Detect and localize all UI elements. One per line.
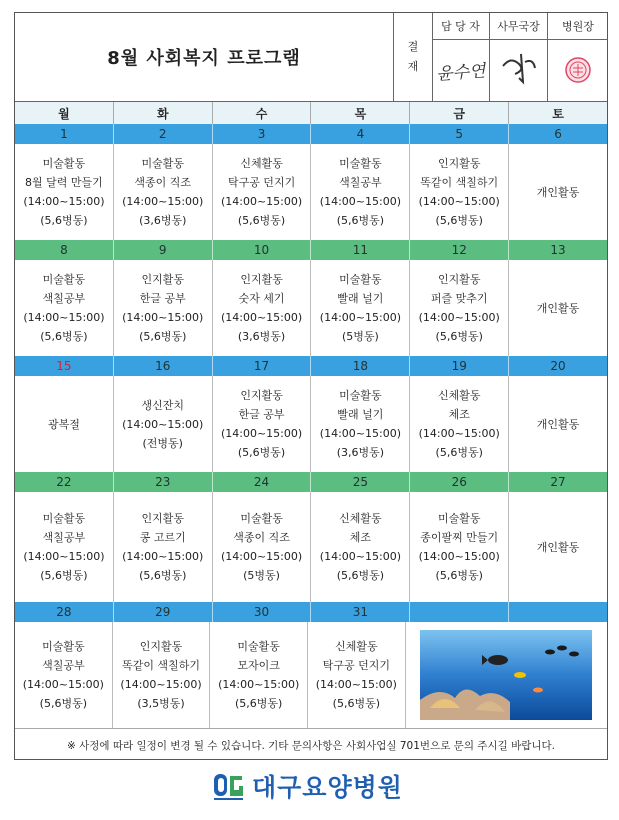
activity-line: 인지활동 [240,389,283,402]
day-cell [210,622,308,728]
activity-line: (3,6병동) [237,330,286,343]
day-cell [509,376,607,472]
activity-line: 퍼즐 맞추기 [430,292,488,305]
activity-line: 미술활동 [42,640,85,653]
date-number: 9 [114,240,213,260]
activity-line: 미술활동 [339,389,382,402]
activity-line: 인지활동 [437,273,481,286]
date-number: 10 [213,240,312,260]
activity-line: (14:00~15:00) [220,311,303,324]
aquarium-image [420,630,592,720]
day-cell [114,144,213,240]
activity-line: (14:00~15:00) [23,311,105,324]
activity-line: (전병동) [142,436,183,450]
date-number: 31 [311,602,410,622]
day-cell [311,144,410,240]
activity-line: (14:00~15:00) [218,678,300,691]
approval-label-top: 결 [407,40,419,53]
activity-line: 색칠공부 [42,659,85,672]
day-cell [15,144,114,240]
date-number: 23 [114,472,213,492]
week-row [15,602,607,729]
activity-line: 미술활동 [237,640,280,653]
date-number: 4 [311,124,410,144]
activity-line: (5,6병동) [139,569,187,582]
day-cell [15,622,113,728]
activity-row [15,376,607,473]
date-number: 22 [15,472,114,492]
date-bar [15,240,607,260]
activity-line: 콩 고르기 [139,531,186,544]
day-cell [213,260,312,356]
weekday-sat: 토 [552,106,564,121]
activity-line: (3,6병동) [139,214,187,227]
activity-line: (14:00~15:00) [23,195,105,208]
activity-line: (14:00~15:00) [122,417,204,431]
date-number: 3 [213,124,312,144]
activity-line: 숫자 세기 [238,292,285,305]
date-bar [15,124,607,144]
activity-line: 신체활동 [437,389,481,402]
approval-box [393,13,608,101]
seal-stamp-icon [563,55,593,85]
weekday-thu: 목 [311,102,410,124]
day-cell [15,376,114,472]
signature-hospital-director [548,40,608,100]
day-cell [114,376,213,472]
activity-line: 미술활동 [339,157,382,170]
activity-line: 탁구공 던지기 [322,659,390,672]
date-number [410,602,509,622]
approval-col-director [490,13,548,101]
activity-line: (14:00~15:00) [315,678,397,691]
activity-row [15,144,607,241]
date-number: 8 [15,240,114,260]
signature-manager [432,40,489,100]
date-number: 19 [410,356,509,376]
hospital-logo [212,768,403,804]
day-cell [15,260,114,356]
activity-line: 미술활동 [141,157,184,170]
activity-line: (14:00~15:00) [319,427,401,440]
activity-line: 미술활동 [339,273,382,286]
activity-line: 생신잔치 [141,398,184,412]
activity-line: (5,6병동) [237,446,286,459]
date-number: 25 [311,472,410,492]
activity-line: 인지활동 [240,273,283,286]
week-row [15,240,607,357]
day-cell [213,376,312,472]
activity-line: 색종이 직조 [134,176,192,189]
aquarium-image-cell [406,622,607,728]
activity-line: (5,6병동) [435,569,483,582]
activity-line: 체조 [448,408,470,421]
activity-line: (5,6병동) [39,697,87,710]
weekday-tue: 화 [114,102,213,124]
activity-line: 똑같이 색칠하기 [122,659,200,672]
activity-line: 미술활동 [42,157,86,170]
activity-line: 색종이 직조 [233,531,290,544]
day-cell [114,260,213,356]
activity-line: 색칠공부 [339,176,382,189]
day-cell [15,492,114,602]
activity-line: 신체활동 [335,640,378,653]
activity-line: (14:00~15:00) [120,678,202,691]
weekday-mon: 월 [15,102,114,124]
activity-line: 종이팔찌 만들기 [420,531,499,544]
activity-line: (5,6병동) [435,214,483,227]
day-cell [311,492,410,602]
weekday-header-row [15,102,607,125]
activity-line: (14:00~15:00) [418,311,500,324]
activity-line: (14:00~15:00) [220,195,303,208]
activity-line: 빨래 널기 [337,408,384,421]
date-number: 24 [213,472,312,492]
activity-line: (5병동) [243,569,280,582]
activity-line: (5,6병동) [435,446,483,459]
activity-line: 개인활동 [536,185,580,199]
activity-line: (14:00~15:00) [122,195,204,208]
date-number: 13 [550,243,566,257]
activity-line: 인지활동 [141,512,184,525]
activity-line: (14:00~15:00) [418,550,500,563]
activity-line: (3,5병동) [137,697,185,710]
day-cell [213,492,312,602]
date-number: 30 [213,602,312,622]
page-title: 8월 사회복지 프로그램 [107,48,301,69]
activity-line: (3,6병동) [336,446,385,459]
date-number: 20 [550,359,566,373]
signature-director [490,40,547,100]
day-cell [410,144,509,240]
activity-line: (5,6병동) [40,214,88,227]
activity-row [15,622,607,729]
day-cell [410,376,509,472]
activity-line: (14:00~15:00) [418,427,500,440]
activity-line: 색칠공부 [42,531,86,544]
date-number: 18 [311,356,410,376]
week-row [15,124,607,241]
activity-line: 한글 공부 [139,292,186,305]
logo-name: 대구요양병원 [252,773,403,802]
activity-line: 색칠공부 [42,292,86,305]
activity-line: 미술활동 [240,512,283,525]
activity-line: 개인활동 [536,301,580,315]
week-row [15,472,607,603]
week-row [15,356,607,473]
date-number [509,602,607,622]
day-cell [213,144,312,240]
activity-line: 신체활동 [240,157,283,170]
header [15,13,607,102]
date-number: 27 [550,475,566,489]
day-cell [410,260,509,356]
date-number: 2 [114,124,213,144]
activity-line: (14:00~15:00) [319,311,401,324]
activity-line: 개인활동 [536,540,580,554]
signature-text: 윤수연 [435,60,486,85]
activity-line: (5,6병동) [336,214,385,227]
activity-line: 인지활동 [141,273,184,286]
activity-line: 미술활동 [42,273,86,286]
activity-line: (5,6병동) [237,214,286,227]
activity-line: 8월 달력 만들기 [25,176,103,189]
day-cell [509,492,607,602]
date-number: 6 [554,127,562,141]
signature-scribble-icon [497,48,541,92]
activity-line: (14:00~15:00) [220,427,303,440]
approval-role-hospital-director: 병원장 [548,13,608,40]
activity-row [15,492,607,603]
activity-line: (14:00~15:00) [319,550,401,563]
activity-line: (5,6병동) [332,697,381,710]
activity-line: 광복절 [47,417,80,431]
date-number: 12 [410,240,509,260]
activity-line: 개인활동 [536,417,580,431]
approval-role-manager: 담 당 자 [432,13,489,40]
day-cell [308,622,406,728]
activity-line: (5,6병동) [40,569,88,582]
date-number: 26 [410,472,509,492]
activity-line: 탁구공 던지기 [227,176,296,189]
date-bar [15,602,607,622]
day-cell [114,492,213,602]
approval-col-hospital-director [548,13,608,101]
approval-col-manager [432,13,490,101]
date-number: 28 [15,602,114,622]
approval-label [394,13,433,101]
day-cell [410,492,509,602]
day-cell [311,376,410,472]
activity-line: 미술활동 [42,512,86,525]
activity-line: (5,6병동) [139,330,187,343]
date-number: 17 [213,356,312,376]
activity-line: (14:00~15:00) [122,550,204,563]
weekday-fri: 금 [410,102,509,124]
activity-line: (14:00~15:00) [22,678,104,691]
date-bar [15,356,607,376]
day-cell [509,144,607,240]
activity-line: 빨래 널기 [337,292,384,305]
date-number: 5 [410,124,509,144]
activity-line: 인지활동 [139,640,183,653]
activity-line: 인지활동 [437,157,481,170]
activity-line: 한글 공부 [238,408,285,421]
activity-line: (14:00~15:00) [220,550,303,563]
dg-logo-icon [212,770,246,802]
date-number: 11 [311,240,410,260]
activity-line: 모자이크 [237,659,280,672]
activity-line: (5,6병동) [40,330,88,343]
activity-line: 미술활동 [437,512,481,525]
activity-line: (14:00~15:00) [319,195,401,208]
activity-line: (14:00~15:00) [23,550,105,563]
date-number: 16 [114,356,213,376]
activity-line: (5병동) [341,330,379,343]
approval-label-bottom: 재 [407,60,419,73]
schedule-sheet [14,12,608,760]
activity-line: 똑같이 색칠하기 [420,176,499,189]
date-bar [15,472,607,492]
activity-line: (14:00~15:00) [418,195,500,208]
activity-line: (5,6병동) [435,330,483,343]
activity-line: (5,6병동) [235,697,283,710]
weekday-wed: 수 [213,102,312,124]
date-number: 1 [15,124,114,144]
activity-line: 체조 [349,531,372,544]
footer-note: ※ 사정에 따라 일정이 변경 될 수 있습니다. 기타 문의사항은 사회사업실 701번으로 문의 주시길 바랍니다. [67,739,555,752]
activity-row [15,260,607,357]
activity-line: (5,6병동) [336,569,385,582]
activity-line: 신체활동 [339,512,382,525]
date-number: 15 [15,356,114,376]
day-cell [509,260,607,356]
date-number: 29 [114,602,213,622]
approval-role-director: 사무국장 [490,13,547,40]
activity-line: (14:00~15:00) [122,311,204,324]
day-cell [311,260,410,356]
day-cell [113,622,211,728]
